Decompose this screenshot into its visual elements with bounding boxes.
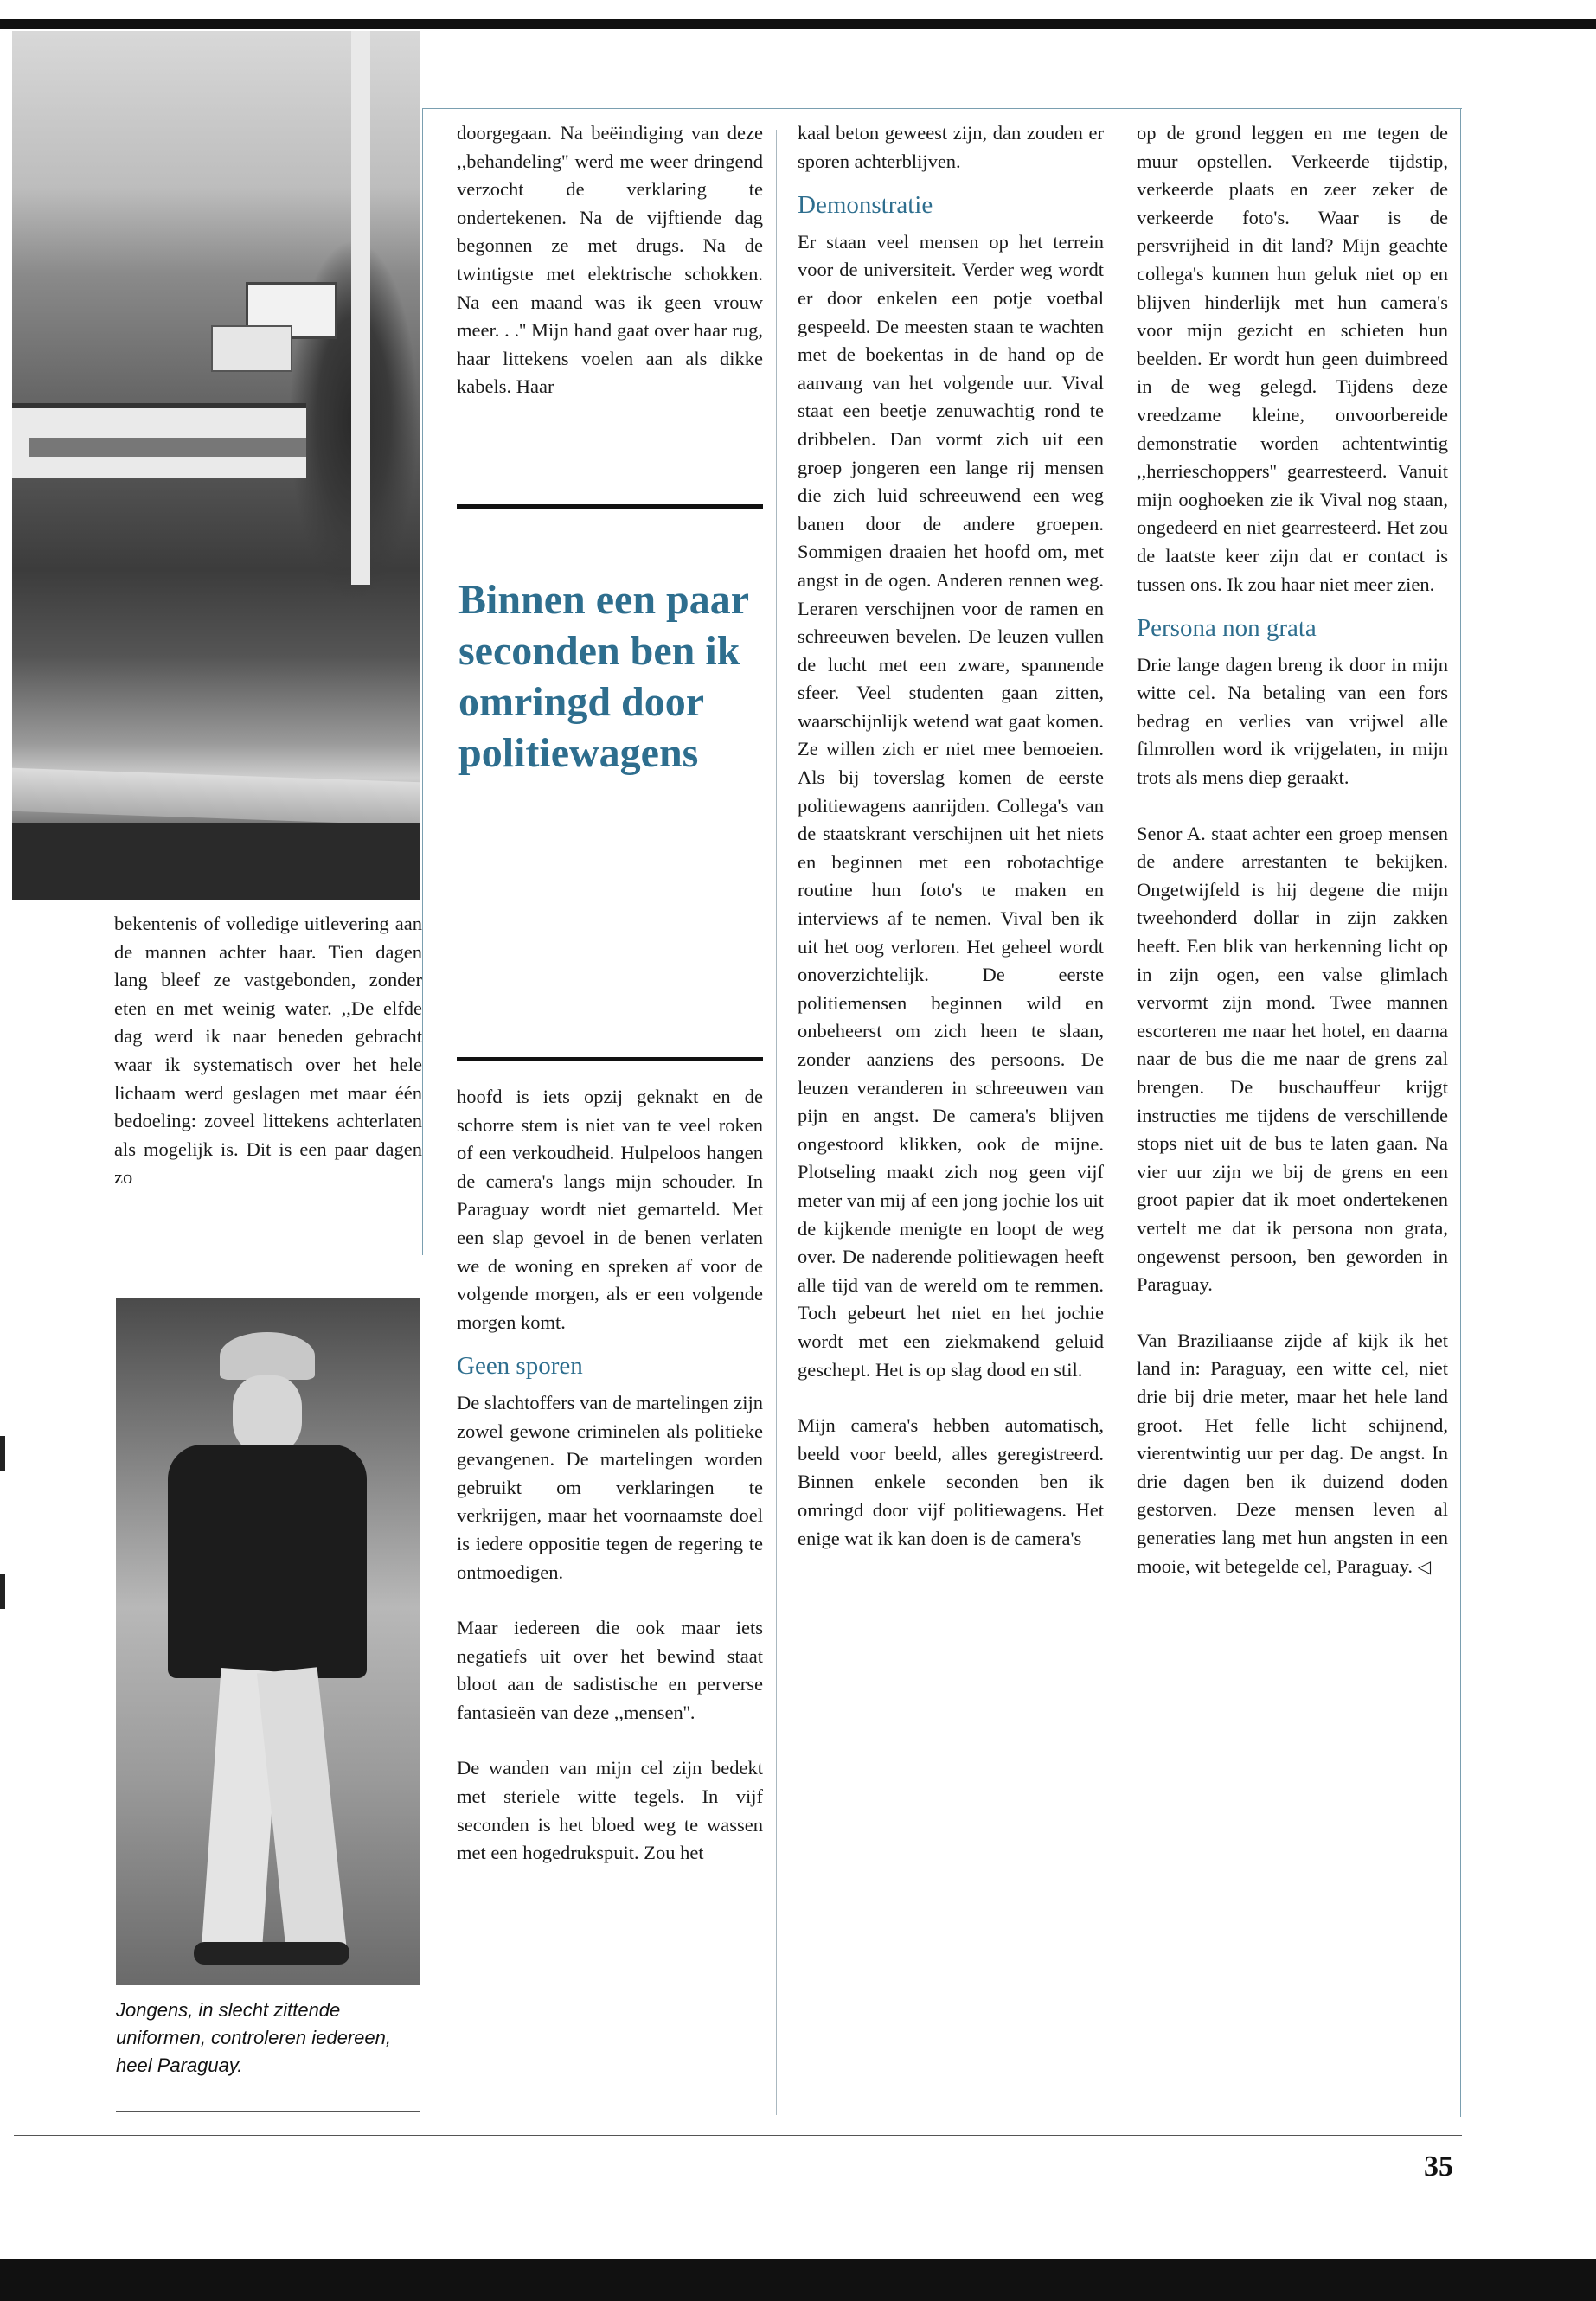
persona-paragraph: Senor A. staat achter een groep mensen de andere arrestanten te bekijken. Ongetwijfeld is hij degene die mijn tweehonderd dollar in zijn zakken heeft. Een blik van herkenning licht op in zijn ogen, een valse glimlach vervormt zijn mond. Twee mannen escorteren me naar het hotel, en daarna naar de bus die me naar de grens zal brengen. De buschauffeur krijgt instructies me tijdens de verschillende stops niet uit de bus te laten gaan. Na vier uur zijn we bij de grens en een groot papier dat ik moet ondertekenen vertelt me dat ik persona non grata, ongewenst persoon, ben geworden in Paraguay. (1137, 822, 1448, 1296)
demonstratie-paragraph: Mijn camera's hebben automatisch, beeld voor beeld, alles geregistreerd. Binnen enkele seconden ben ik omringd door vijf politiewagens. Het enige wat ik kan doen is de camera's (798, 1414, 1104, 1549)
pullquote-top-rule (457, 504, 763, 509)
left-edge-mark (0, 1436, 5, 1471)
caption-rule (116, 2111, 420, 2112)
column-rule (422, 108, 423, 1255)
geen-sporen-paragraph: Maar iedereen die ook maar iets negatiefs uit over het bewind staat bloot aan de sadistische en perverse fantasieën van deze ,,mensen''. (457, 1617, 763, 1723)
left-edge-mark (0, 1574, 5, 1609)
demonstratie-paragraph: Er staan veel mensen op het terrein voor de universiteit. Verder weg wordt er door enkelen een potje voetbal gespeeld. De meesten staan te wachten met de boekentas in de hand op de aanvang van het volgende uur. Vival staat een beetje zenuwachtig rond te dribbelen. Dan vormt zich uit een groep jongeren een lange rij mensen die zich luid schreeuwend een weg banen door de andere groepen. Sommigen draaien het hoofd om, met angst in de ogen. Anderen rennen weg. Leraren verschijnen voor de ramen en schreeuwen bevelen. De leuzen vullen de lucht met een zware, spannende sfeer. Veel studenten gaan zitten, waarschijnlijk wetend wat gaat komen. Ze willen zich er niet mee bemoeien. Als bij toverslag komen de eerste politiewagens aanrijden. Collega's van de staatskrant verschijnen uit het niets en beginnen met een robotachtige routine hun foto's te maken en interviews af te nemen. Vival ben ik uit het oog verloren. Het geheel wordt onoverzichtelijk. De eerste politiemensen beginnen wild en onbeheerst om zich heen te slaan, zonder aanziens des persoons. De leuzen veranderen in schreeuwen van pijn en angst. De camera's blijven ongestoord klikken, ook de mijne. Plotseling maakt zich nog geen vijf meter van mij af een jong jochie los uit de kijkende menigte en loopt de weg over. De naderende politiewagen heeft alle tijd van de wereld om te remmen. Toch gebeurt het niet en het jochie wordt met een ziekmakend geluid geschept. Het is op slag dood en stil. (798, 230, 1104, 1381)
bottom-black-bar (0, 2259, 1596, 2301)
end-mark-icon: ◁ (1417, 1555, 1432, 1577)
col2-paragraph: doorgegaan. Na beëindiging van deze ,,behandeling'' werd me weer dringend verzocht de verklaring te ondertekenen. Na de vijftiende dag begonnen ze met drugs. Na de twintigste met elektrische schokken. Na een maand was ik geen vrouw meer. . .'' Mijn hand gaat over haar rug, haar littekens voelen aan als dikke kabels. Haar (457, 122, 763, 398)
top-black-bar (0, 19, 1596, 29)
soldier-photo (116, 1298, 420, 1985)
pullquote: Binnen een paar seconden ben ik omringd door politiewagens (458, 577, 749, 776)
col4-paragraph: op de grond leggen en me tegen de muur opstellen. Verkeerde tijdstip, verkeerde plaats en zeer zeker de verkeerde foto's. Waar is de persvrijheid in dit land? Mijn geachte collega's kunnen hun geluk niet op en blijven hinderlijk met hun camera's voor mijn gezicht en schieten hun beelden. Er wordt hun geen duimbreed in de weg gelegd. Tijdens deze vreedzame kleine, onvoorbereide demonstratie worden achtentwintig ,,herrieschoppers'' gearresteerd. Vanuit mijn ooghoeken zie ik Vival nog staan, ongedeerd en niet gearresteerd. Het zou de laatste keer zijn dat er contact is tussen ons. Ik zou haar niet meer zien. (1137, 122, 1448, 595)
col2-paragraph: hoofd is iets opzij geknakt en de schorre stem is niet van te veel roken of een verkoudheid. Hulpeloos hangen de camera's langs mijn schouder. In Paraguay wordt niet gemarteld. Met een slap gevoel in de benen verlaten we de woning en spreken af voor de volgende morgen, als er een volgende morgen komt. (457, 1086, 763, 1333)
col1-paragraph: bekentenis of volledige uitlevering aan de mannen achter haar. Tien dagen lang bleef ze vastgebonden, zonder eten en met weinig water. ,,De elfde dag werd ik naar beneden gebracht waar ik systematisch over het hele lichaam werd geslagen met maar één bedoeling: zoveel littekens achterlaten als mogelijk is. Dit is een paar dagen zo (114, 913, 422, 1189)
bottom-rule (14, 2135, 1462, 2136)
column-2-top-text (457, 119, 763, 401)
column-2-bottom-text (457, 1083, 763, 1868)
column-rule (1460, 108, 1461, 2117)
geen-sporen-paragraph: De wanden van mijn cel zijn bedekt met steriele witte tegels. In vijf seconden is het bloed weg te wassen met een hogedrukspuit. Zou het (457, 1757, 763, 1864)
column-3-text (798, 119, 1104, 1553)
geen-sporen-paragraph: De slachtoffers van de martelingen zijn zowel gewone criminelen als politieke gevangenen. De martelingen worden gebruikt om verklaringen te verkrijgen, maar het voornaamste doel is iedere oppositie tegen de regering te ontmoedigen. (457, 1391, 763, 1583)
persona-paragraph (1137, 1327, 1448, 1580)
persona-paragraph: Drie lange dagen breng ik door in mijn witte cel. Na betaling van een fors bedrag en verlies van vrijwel alle filmrollen word ik vrijgelaten, in mijn trots als mens diep geraakt. (1137, 653, 1448, 789)
column-4-text (1137, 119, 1448, 1580)
street-photo (12, 31, 420, 900)
subheading-persona-non-grata: Persona non grata (1137, 614, 1317, 643)
column-rule (776, 130, 777, 2115)
persona-final-text: Van Braziliaanse zijde af kijk ik het land in: Paraguay, een witte cel, niet drie bij drie meter, maar het hele land groot. Het felle licht schijnend, vierentwintig uur per dag. De angst. In drie dagen ben ik duizend doden gestorven. Deze mensen leven al generaties lang met hun angsten in een mooie, wit betegelde cel, Paraguay. (1137, 1329, 1448, 1577)
page-number: 35 (1424, 2150, 1453, 2182)
photo-caption: Jongens, in slecht zittende uniformen, controleren iedereen, heel Paraguay. (116, 1999, 391, 2076)
column-1-text (114, 910, 422, 1192)
subheading-geen-sporen: Geen sporen (457, 1352, 583, 1381)
subheading-demonstratie: Demonstratie (798, 191, 933, 220)
top-column-rule (422, 108, 1462, 109)
col3-paragraph: kaal beton geweest zijn, dan zouden er sporen achterblijven. (798, 122, 1104, 172)
pullquote-bottom-rule (457, 1057, 763, 1061)
